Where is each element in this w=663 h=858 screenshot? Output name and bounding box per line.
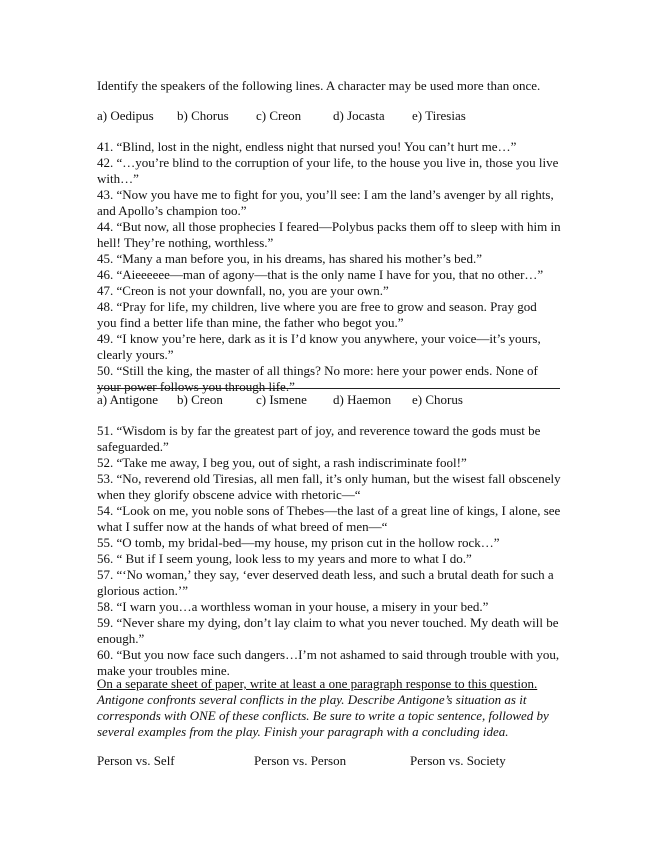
option-a: a) Oedipus [97,108,154,123]
question-line: 57. “‘No woman,’ they say, ‘ever deserved death less, and such a brutal death for such a [97,567,554,582]
question-line: 60. “But you now face such dangers…I’m not ashamed to said through trouble with you, [97,647,560,662]
question-line: 47. “Creon is not your downfall, no, you are your own.” [97,283,389,298]
option-b: b) Creon [177,392,223,407]
question-line: 44. “But now, all those prophecies I feared—Polybus packs them off to sleep with him in [97,219,561,234]
option-a: a) Antigone [97,392,159,407]
instructions: Identify the speakers of the following lines. A character may be used more than once. [97,78,541,93]
essay-prompt-line: several examples from the play. Finish your paragraph with a concluding idea. [97,724,509,739]
question-line: you find a better life than mine, the father who begot you.” [97,315,404,330]
option-b: b) Chorus [177,108,229,123]
question-line: 58. “I warn you…a worthless woman in your house, a misery in your bed.” [97,599,489,614]
question-line: 41. “Blind, lost in the night, endless night that nursed you! You can’t hurt me…” [97,139,517,154]
question-line: and Apollo’s champion too.” [97,203,247,218]
section-divider [97,388,560,389]
conflict-society: Person vs. Society [410,753,506,768]
question-line: 45. “Many a man before you, in his dreams, has shared his mother’s bed.” [97,251,482,266]
question-line: 49. “I know you’re here, dark as it is I’d know you anywhere, your voice—it’s yours, [97,331,541,346]
essay-heading: On a separate sheet of paper, write at least a one paragraph response to this question. [97,676,538,691]
question-line: clearly yours.” [97,347,174,362]
question-line: 46. “Aieeeeee—man of agony—that is the only name I have for you, that no other…” [97,267,544,282]
question-line: 51. “Wisdom is by far the greatest part of joy, and reverence toward the gods must be [97,423,541,438]
question-line: 42. “…you’re blind to the corruption of your life, to the house you live in, those you live [97,155,559,170]
question-line: 50. “Still the king, the master of all things? No more: here your power ends. None of [97,363,538,378]
option-d: d) Haemon [333,392,392,407]
conflict-self: Person vs. Self [97,753,175,768]
question-line: 59. “Never share my dying, don’t lay claim to what you never touched. My death will be [97,615,559,630]
essay-prompt-line: Antigone confronts several conflicts in the play. Describe Antigone’s situation as it [97,692,527,707]
conflict-person: Person vs. Person [254,753,347,768]
question-line: 54. “Look on me, you noble sons of Thebes—the last of a great line of kings, I alone, see [97,503,561,518]
question-line: with…” [97,171,139,186]
question-line: 52. “Take me away, I beg you, out of sight, a rash indiscriminate fool!” [97,455,467,470]
question-line: hell! They’re nothing, worthless.” [97,235,274,250]
question-line: 48. “Pray for life, my children, live where you are free to grow and season. Pray god [97,299,537,314]
option-e: e) Tiresias [412,108,466,123]
question-line: enough.” [97,631,145,646]
question-line: glorious action.’” [97,583,188,598]
question-line: 53. “No, reverend old Tiresias, all men fall, it’s only human, but the wisest fall obscenely [97,471,561,486]
question-line: make your troubles mine. [97,663,230,678]
question-line: 55. “O tomb, my bridal-bed—my house, my prison cut in the hollow rock…” [97,535,500,550]
question-line: what I suffer now at the hands of what breed of men—“ [97,519,388,534]
question-line: safeguarded.” [97,439,169,454]
option-c: c) Ismene [256,392,307,407]
question-line: your power follows you through life.” [97,379,295,394]
question-line: when they glorify obscene advice with rhetoric—“ [97,487,361,502]
essay-prompt-line: corresponds with ONE of these conflicts. Be sure to write a topic sentence, followed by [97,708,549,723]
question-line: 56. “ But if I seem young, look less to my years and more to what I do.” [97,551,472,566]
option-d: d) Jocasta [333,108,385,123]
option-e: e) Chorus [412,392,463,407]
question-line: 43. “Now you have me to fight for you, you’ll see: I am the land’s avenger by all rights, [97,187,554,202]
option-c: c) Creon [256,108,302,123]
